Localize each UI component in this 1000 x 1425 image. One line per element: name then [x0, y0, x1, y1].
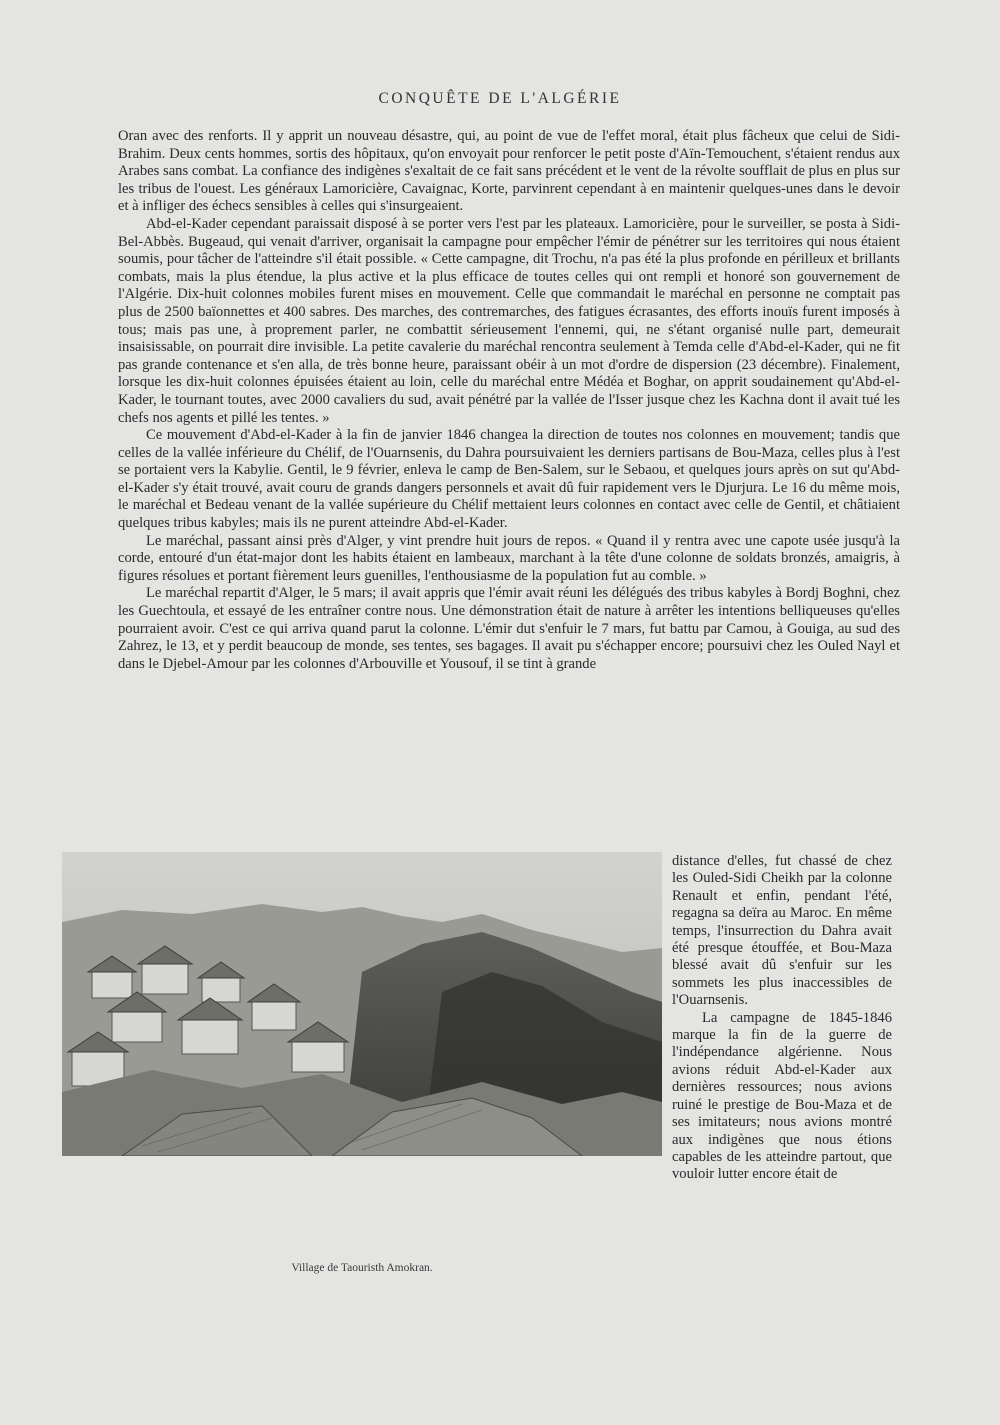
side-paragraph-2: La campagne de 1845-1846 marque la fin de la guerre de l'indépendance algérienne. Nous avions réduit Abd-el-Kader aux dernières ressources; nous avions ruiné le prestige de Bou-Maza et de ses imitateurs; nous avions montré aux indigènes que nous étions capables de les atteindre partout, que vouloir lutter encore était de [672, 1009, 892, 1183]
village-photograph [62, 852, 662, 1156]
paragraph-2: Abd-el-Kader cependant paraissait disposé à se porter vers l'est par les plateaux. Lamoricière, pour le surveiller, se posta à Sidi-Bel-Abbès. Bugeaud, qui venait d'arriver, organisait la campagne pour empêcher l'émir de pénétrer sur les territoires qui nous étaient soumis, pour tâcher de l'atteindre s'il était possible. « Cette campagne, dit Trochu, n'a pas été la plus profonde en périlleux et brillants combats, mais la plus étendue, la plus active et la plus efficace de toutes celles qui ont rempli et honoré son gouvernement de l'Algérie. Dix-huit colonnes mobiles furent mises en mouvement. Celle que commandait le maréchal en personne ne comptait pas plus de 2500 baïonnettes et 400 sabres. Des marches, des contremarches, des fatigues écrasantes, des efforts inouïs furent imposés à tous; mais pas une, à proprement parler, ne combattit sérieusement l'ennemi, qui, ne s'étant organisé nulle part, demeurait insaisissable, on pourrait dire invisible. La petite cavalerie du maréchal rencontra seulement à Temda celle d'Abd-el-Kader, qui ne fit pas grande contenance et s'en alla, de très bonne heure, paraissant obéir à un mot d'ordre de dispersion (23 décembre). Finalement, lorsque les dix-huit colonnes épuisées étaient au loin, celle du maréchal entre Médéa et Boghar, on apprit soudainement qu'Abd-el-Kader, le tournant toutes, avec 2000 cavaliers du sud, avait pénétré par la vallée de l'Isser jusque chez les Kachna dont il avait tué les chefs nos agents et pillé les tentes. » [118, 215, 900, 426]
figure-caption: Village de Taouristh Amokran. [291, 1262, 433, 1274]
paragraph-4: Le maréchal, passant ainsi près d'Alger, y vint prendre huit jours de repos. « Quand il y rentra avec une capote usée jusqu'à la corde, entouré d'un état-major dont les habits étaient en lambeaux, marchant à la tête d'une colonne de soldats bronzés, amaigris, à figures résolues et portant fièrement leurs guenilles, l'enthousiasme de la population fut au comble. » [118, 532, 900, 584]
main-text-column [118, 128, 900, 673]
paragraph-1: Oran avec des renforts. Il y apprit un nouveau désastre, qui, au point de vue de l'effet moral, était plus fâcheux que celui de Sidi-Brahim. Deux cents hommes, sortis des hôpitaux, qu'on envoyait pour renforcer le petit poste d'Aïn-Temouchent, s'étaient rendus aux Arabes sans combat. La confiance des indigènes s'exaltait de ce fait sans précédent et le vent de la révolte soufflait de plus en plus sur les tribus de l'ouest. Les généraux Lamoricière, Cavaignac, Korte, parvinrent cependant à en maintenir quelques-unes dans le devoir et à infliger des échecs sensibles à celles qui s'insurgeaient. [118, 128, 900, 215]
paragraph-3: Ce mouvement d'Abd-el-Kader à la fin de janvier 1846 changea la direction de toutes nos colonnes en mouvement; tandis que celles de la vallée inférieure du Chélif, de l'Ouarnsenis, du Dahra poursuivaient les derniers partisans de Bou-Maza, celles plus à l'est se portaient vers la Kabylie. Gentil, le 9 février, enleva le camp de Ben-Salem, sur le Sebaou, et quelques jours après on sut qu'Abd-el-Kader s'y était trouvé, avait couru de grands dangers personnels et avait dû fuir rapidement vers le Djurjura. Le 16 du même mois, le maréchal et Bedeau venant de la vallée supérieure du Chélif mettaient leurs colonnes en contact avec celle de Gentil, et châtiaient quelques tribus kabyles; mais ils ne purent atteindre Abd-el-Kader. [118, 427, 900, 532]
side-text-column [672, 853, 892, 1184]
side-paragraph-1: distance d'elles, fut chassé de chez les Ouled-Sidi Cheikh par la colonne Renault et enfin, pendant l'été, regagna sa deïra au Maroc. En même temps, l'insurrection du Dahra avait été presque étouffée, et Bou-Maza blessé avait dû s'enfuir sur les sommets les plus inaccessibles de l'Ouarnsenis. [672, 853, 892, 1009]
village-photo-image [62, 852, 662, 1156]
paragraph-5: Le maréchal repartit d'Alger, le 5 mars; il avait appris que l'émir avait réuni les délégués des tribus kabyles à Bordj Boghni, chez les Guechtoula, et essayé de les entraîner contre nous. Une démonstration était de nature à arrêter les intentions belliqueuses qu'elles pourraient avoir. C'est ce qui arriva quand parut la colonne. L'émir dut s'enfuir le 7 mars, fut battu par Camou, à Gouiga, au sud des Zahrez, le 13, et y perdit beaucoup de monde, ses tentes, ses bagages. Il avait pu s'échapper encore; poursuivi chez les Ouled Nayl et dans le Djebel-Amour par les colonnes d'Arbouville et Yousouf, il se tint à grande [118, 585, 900, 672]
running-head: CONQUÊTE DE L'ALGÉRIE [378, 90, 622, 107]
